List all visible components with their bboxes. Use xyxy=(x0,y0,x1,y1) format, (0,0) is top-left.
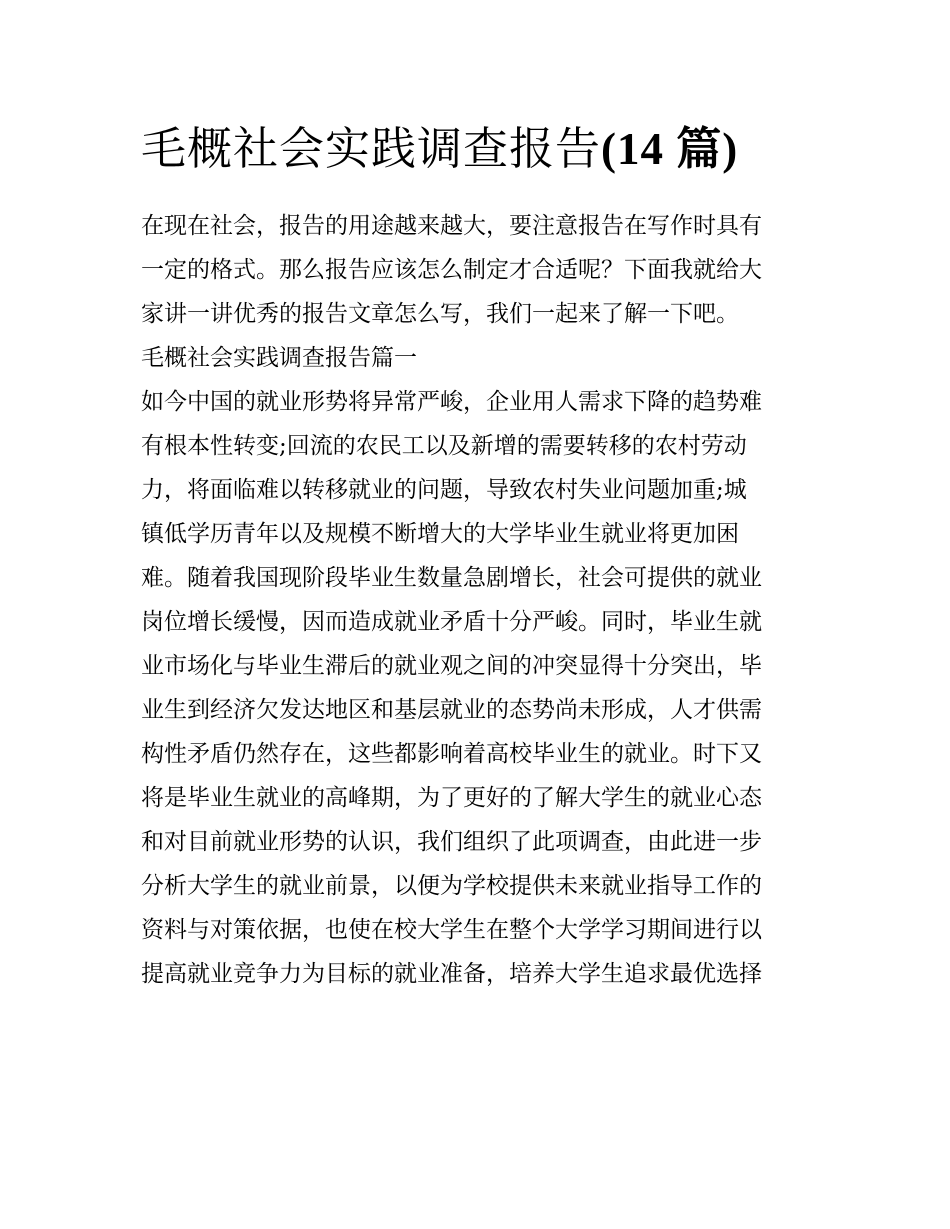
paragraph-line: 提高就业竞争力为目标的就业准备，培养大学生追求最优选择 xyxy=(141,961,762,987)
document-content xyxy=(141,118,813,996)
section-heading: 毛概社会实践调查报告篇一 xyxy=(141,345,417,371)
intro-line: 家讲一讲优秀的报告文章怎么写，我们一起来了解一下吧。 xyxy=(141,301,739,327)
paragraph-line: 镇低学历青年以及规模不断增大的大学毕业生就业将更加困 xyxy=(141,521,739,547)
paragraph-line: 资料与对策依据，也使在校大学生在整个大学学习期间进行以 xyxy=(141,917,762,943)
paragraph-line: 将是毕业生就业的高峰期，为了更好的了解大学生的就业心态 xyxy=(141,785,762,811)
document-title-suffix: (14 篇) xyxy=(601,124,739,174)
paragraph-line: 分析大学生的就业前景，以便为学校提供未来就业指导工作的 xyxy=(141,873,762,899)
intro-line: 一定的格式。那么报告应该怎么制定才合适呢？下面我就给大 xyxy=(141,257,762,283)
document-title-main: 毛概社会实践调查报告 xyxy=(141,122,602,175)
paragraph-line: 难。随着我国现阶段毕业生数量急剧增长，社会可提供的就业 xyxy=(141,565,762,591)
paragraph-line: 和对目前就业形势的认识，我们组织了此项调查，由此进一步 xyxy=(141,829,762,855)
paragraph-line: 岗位增长缓慢，因而造成就业矛盾十分严峻。同时，毕业生就 xyxy=(141,609,762,635)
paragraph-line: 业市场化与毕业生滞后的就业观之间的冲突显得十分突出，毕 xyxy=(141,653,762,679)
paragraph-line: 有根本性转变;回流的农民工以及新增的需要转移的农村劳动 xyxy=(141,433,747,459)
document-title xyxy=(141,118,813,180)
paragraph-line: 业生到经济欠发达地区和基层就业的态势尚未形成，人才供需 xyxy=(141,697,762,723)
paragraph-line: 如今中国的就业形势将异常严峻，企业用人需求下降的趋势难 xyxy=(141,389,762,415)
paragraph-line: 构性矛盾仍然存在，这些都影响着高校毕业生的就业。时下又 xyxy=(141,741,762,767)
paragraph-line: 力，将面临难以转移就业的问题，导致农村失业问题加重;城 xyxy=(141,477,747,503)
document-body xyxy=(141,204,813,996)
intro-line: 在现在社会，报告的用途越来越大，要注意报告在写作时具有 xyxy=(141,213,762,239)
